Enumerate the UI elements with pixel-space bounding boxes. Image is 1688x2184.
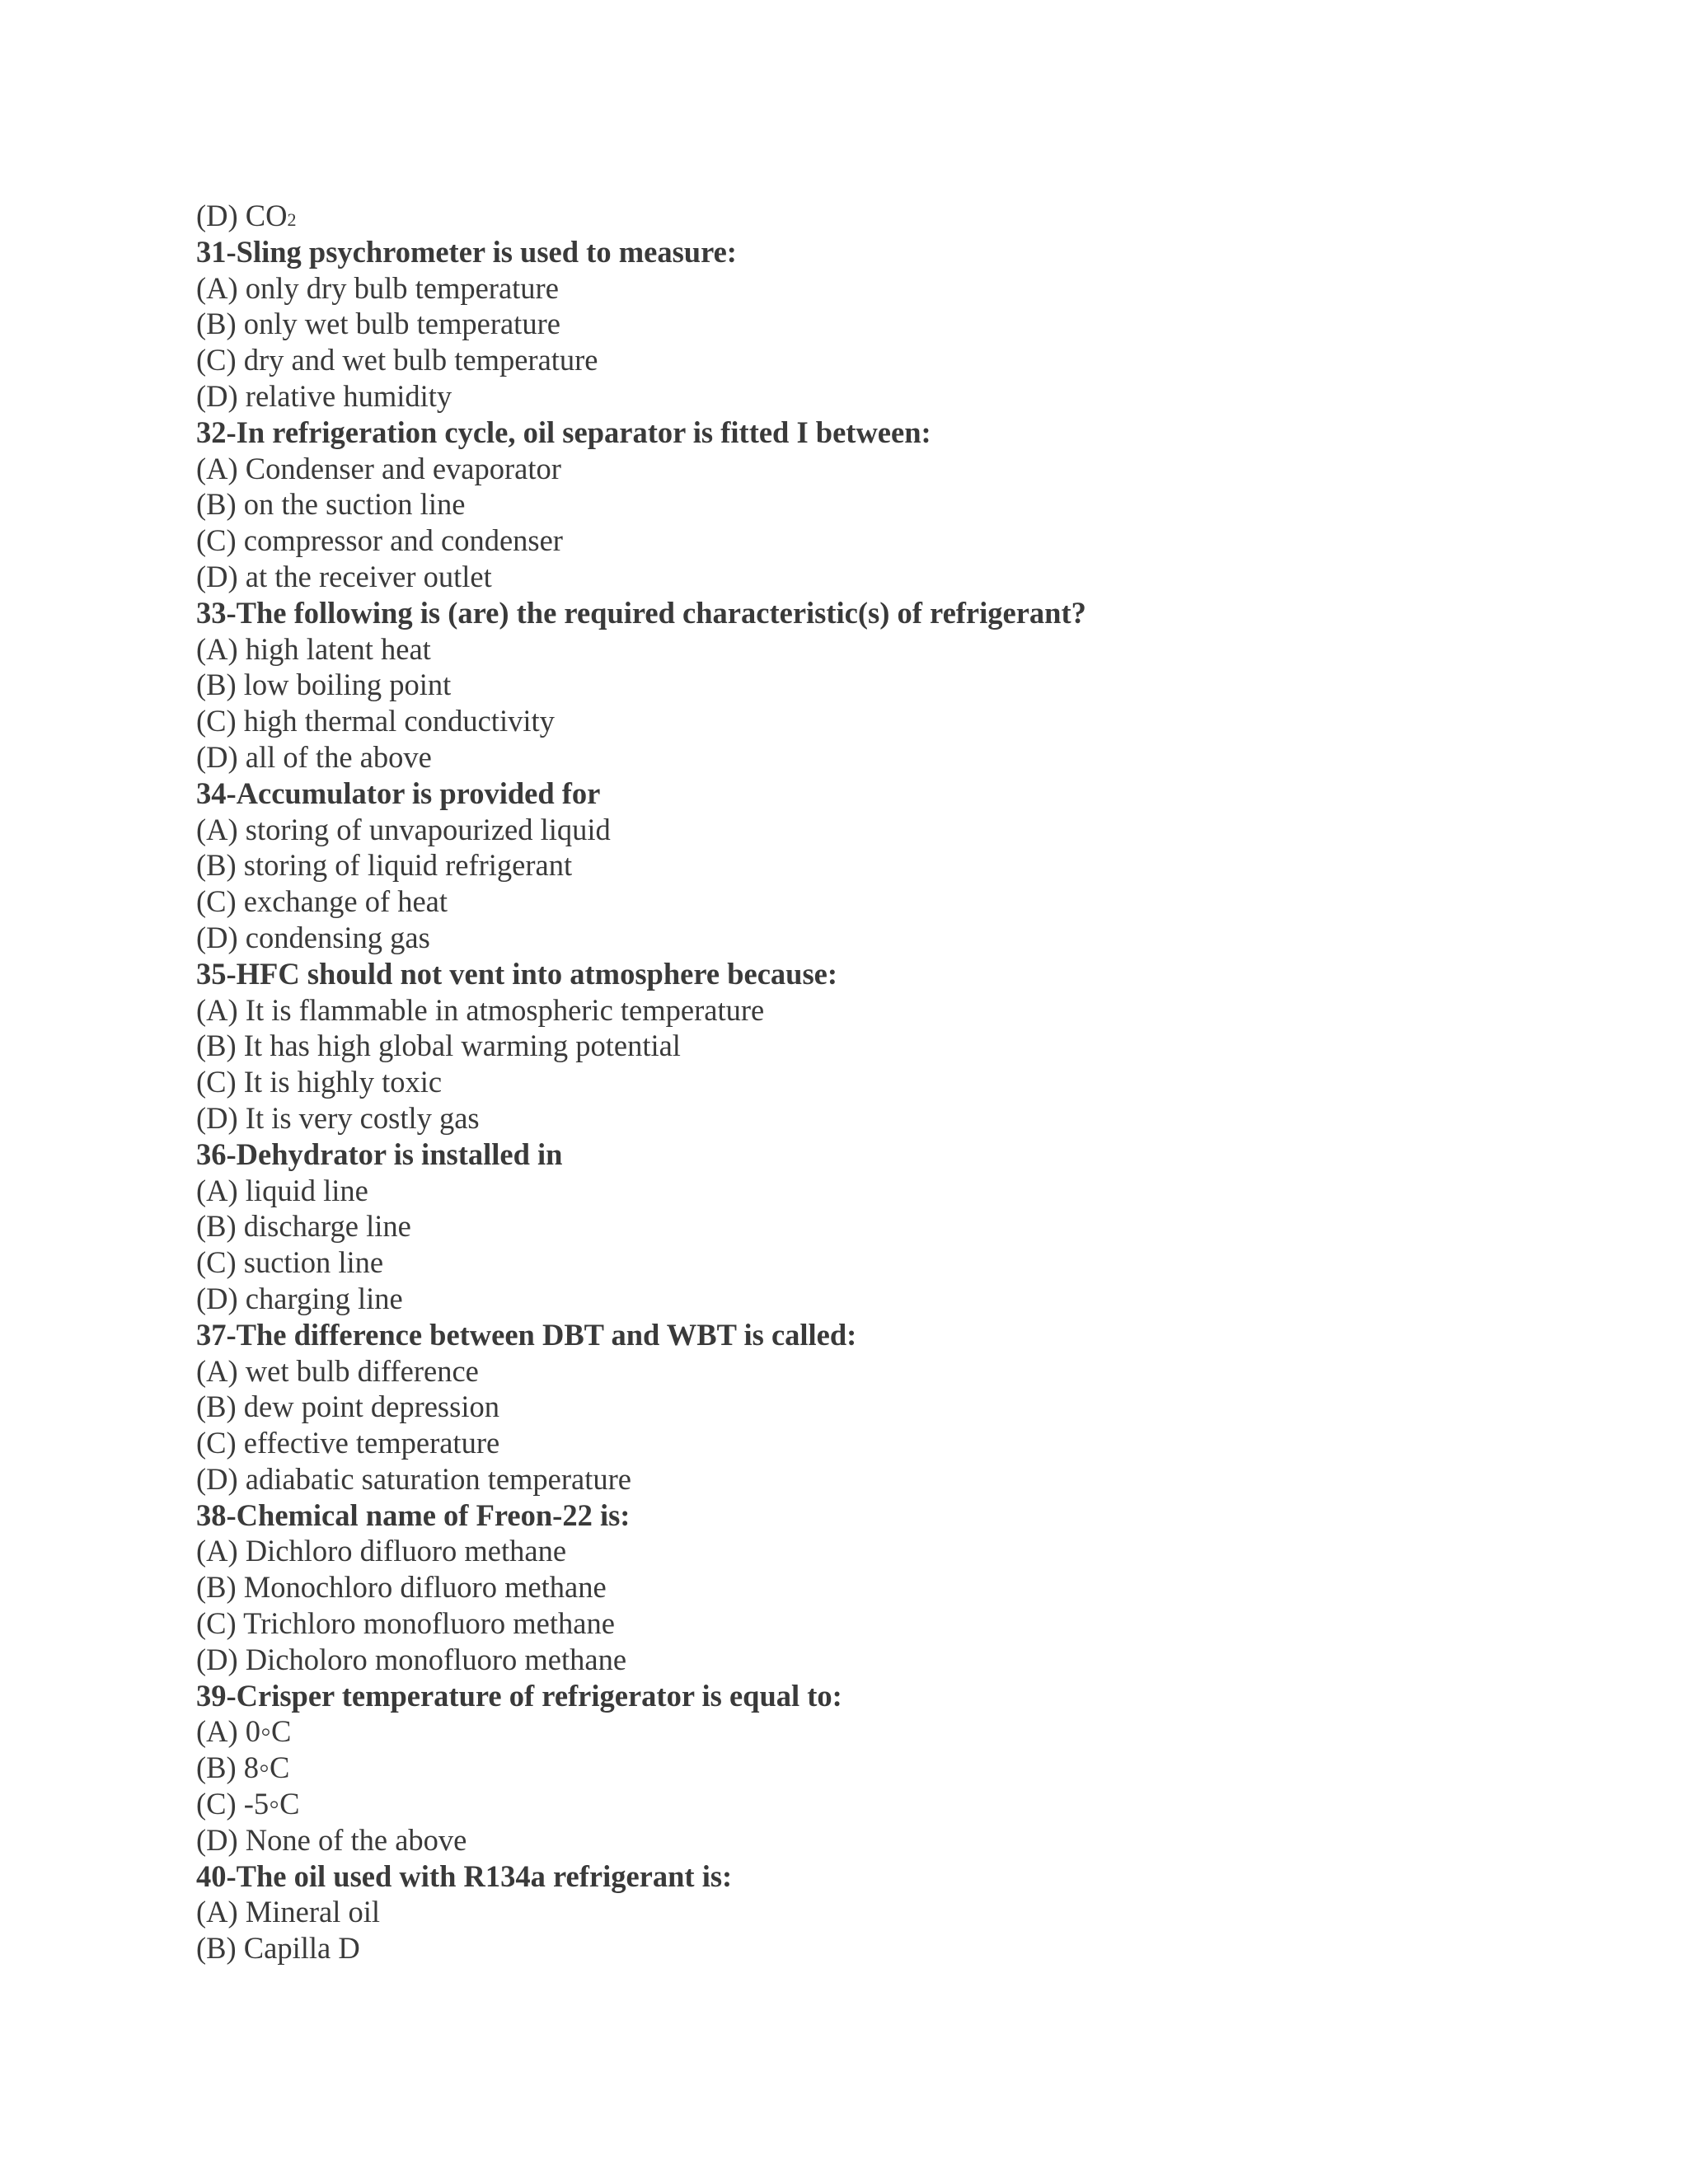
answer-option: (C) dry and wet bulb temperature bbox=[196, 343, 598, 377]
question-block bbox=[196, 776, 1597, 956]
answer-option: (A) high latent heat bbox=[196, 631, 431, 666]
question-text: 34-Accumulator is provided for bbox=[196, 776, 601, 810]
answer-option: (D) condensing gas bbox=[196, 920, 430, 954]
answer-option: (C) effective temperature bbox=[196, 1426, 500, 1460]
question-text: 32-In refrigeration cycle, oil separator is fitted I between: bbox=[196, 415, 931, 449]
question-text: 39-Crisper temperature of refrigerator is equal to: bbox=[196, 1678, 842, 1713]
question-block bbox=[196, 234, 1597, 415]
answer-option: (A) Condenser and evaporator bbox=[196, 451, 561, 485]
question-text: 40-The oil used with R134a refrigerant is: bbox=[196, 1858, 733, 1893]
answer-option: (B) dew point depression bbox=[196, 1390, 499, 1424]
answer-option: (B) storing of liquid refrigerant bbox=[196, 848, 573, 883]
answer-option: (B) It has high global warming potential bbox=[196, 1029, 681, 1063]
document-page bbox=[196, 198, 1597, 1966]
answer-option: (D) at the receiver outlet bbox=[196, 559, 492, 593]
leading-option bbox=[196, 198, 1597, 234]
answer-option: (D) None of the above bbox=[196, 1822, 467, 1857]
answer-option: (B) low boiling point bbox=[196, 668, 452, 702]
answer-option: (A) only dry bulb temperature bbox=[196, 270, 559, 305]
answer-option: (A) 0◦C bbox=[196, 1714, 292, 1749]
question-block bbox=[196, 1137, 1597, 1317]
answer-option: (C) It is highly toxic bbox=[196, 1065, 443, 1099]
answer-option: (A) wet bulb difference bbox=[196, 1353, 479, 1388]
answer-option: (C) exchange of heat bbox=[196, 884, 448, 919]
answer-option: (B) Monochloro difluoro methane bbox=[196, 1570, 607, 1605]
answer-option: (C) -5◦C bbox=[196, 1787, 300, 1821]
question-block bbox=[196, 1317, 1597, 1497]
leading-option-text: (D) CO bbox=[196, 199, 288, 232]
answer-option: (B) 8◦C bbox=[196, 1750, 290, 1785]
question-text: 31-Sling psychrometer is used to measure: bbox=[196, 234, 737, 269]
question-block bbox=[196, 1497, 1597, 1678]
answer-option: (B) only wet bulb temperature bbox=[196, 307, 560, 341]
answer-option: (D) all of the above bbox=[196, 739, 432, 774]
answer-option: (D) charging line bbox=[196, 1281, 403, 1315]
answer-option: (C) suction line bbox=[196, 1245, 384, 1280]
question-block bbox=[196, 595, 1597, 776]
question-block bbox=[196, 1678, 1597, 1858]
answer-option: (A) liquid line bbox=[196, 1173, 368, 1207]
answer-option: (D) It is very costly gas bbox=[196, 1100, 480, 1135]
question-text: 38-Chemical name of Freon-22 is: bbox=[196, 1497, 631, 1532]
answer-option: (D) relative humidity bbox=[196, 378, 452, 413]
question-text: 33-The following is (are) the required characteristic(s) of refrigerant? bbox=[196, 595, 1086, 630]
answer-option: (A) It is flammable in atmospheric temperature bbox=[196, 992, 765, 1027]
answer-option: (C) Trichloro monofluoro methane bbox=[196, 1606, 615, 1641]
answer-option: (D) adiabatic saturation temperature bbox=[196, 1461, 631, 1496]
answer-option: (A) Dichloro difluoro methane bbox=[196, 1534, 567, 1568]
question-list bbox=[196, 234, 1597, 1966]
question-text: 36-Dehydrator is installed in bbox=[196, 1137, 563, 1171]
leading-option-subscript: 2 bbox=[287, 209, 297, 230]
question-text: 37-The difference between DBT and WBT is called: bbox=[196, 1317, 857, 1352]
question-text: 35-HFC should not vent into atmosphere because: bbox=[196, 956, 838, 991]
answer-option: (C) compressor and condenser bbox=[196, 523, 563, 558]
question-block bbox=[196, 956, 1597, 1137]
answer-option: (A) storing of unvapourized liquid bbox=[196, 812, 611, 846]
question-block bbox=[196, 415, 1597, 595]
answer-option: (C) high thermal conductivity bbox=[196, 704, 555, 738]
question-block bbox=[196, 1858, 1597, 1966]
answer-option: (D) Dicholoro monofluoro methane bbox=[196, 1642, 627, 1676]
answer-option: (B) on the suction line bbox=[196, 487, 466, 522]
answer-option: (B) Capilla D bbox=[196, 1931, 360, 1966]
answer-option: (B) discharge line bbox=[196, 1209, 411, 1244]
answer-option: (A) Mineral oil bbox=[196, 1895, 380, 1929]
